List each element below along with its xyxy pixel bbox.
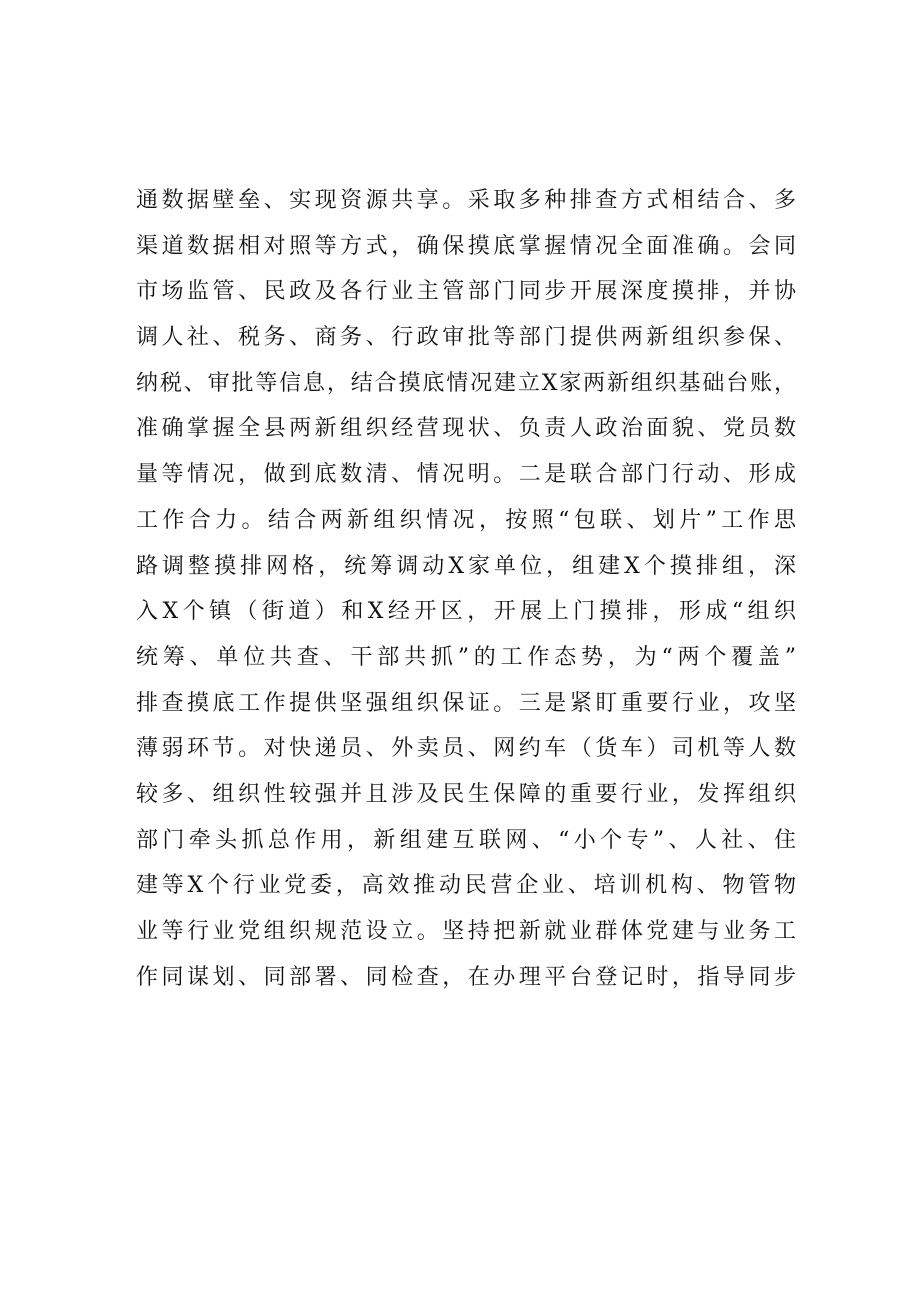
text-line: 统筹、单位共查、干部共抓”的工作态势，为“两个覆盖”: [136, 644, 796, 670]
text-line: 路调整摸排网格，统筹调动X家单位，组建X个摸排组，深: [136, 553, 796, 579]
text-line: 业等行业党组织规范设立。坚持把新就业群体党建与业务工: [136, 919, 796, 944]
text-line: 渠道数据相对照等方式，确保摸底掌握情况全面准确。会同: [136, 233, 796, 259]
text-line: 量等情况，做到底数清、情况明。二是联合部门行动、形成: [136, 462, 796, 488]
text-line: 入X个镇（街道）和X经开区，开展上门摸排，形成“组织: [136, 599, 796, 625]
text-line: 准确掌握全县两新组织经营现状、负责人政治面貌、党员数: [136, 416, 796, 442]
text-line: 作同谋划、同部署、同检查，在办理平台登记时，指导同步: [136, 964, 796, 990]
text-line: 市场监管、民政及各行业主管部门同步开展深度摸排，并协: [136, 279, 796, 305]
body-paragraph: [136, 178, 796, 1000]
text-line: 工作合力。结合两新组织情况，按照“包联、划片”工作思: [136, 507, 796, 533]
text-line: 排查摸底工作提供坚强组织保证。三是紧盯重要行业，攻坚: [136, 690, 796, 716]
text-line: 较多、组织性较强并且涉及民生保障的重要行业，发挥组织: [136, 781, 796, 807]
text-line: 纳税、审批等信息，结合摸底情况建立X家两新组织基础台账，: [136, 370, 796, 396]
text-line: 通数据壁垒、实现资源共享。采取多种排查方式相结合、多: [136, 188, 796, 213]
text-line: 薄弱环节。对快递员、外卖员、网约车（货车）司机等人数: [136, 736, 796, 762]
text-line: 部门牵头抓总作用，新组建互联网、“小个专”、人社、住: [136, 827, 796, 853]
text-line: 建等X个行业党委，高效推动民营企业、培训机构、物管物: [136, 873, 796, 899]
text-line: 调人社、税务、商务、行政审批等部门提供两新组织参保、: [136, 325, 796, 351]
